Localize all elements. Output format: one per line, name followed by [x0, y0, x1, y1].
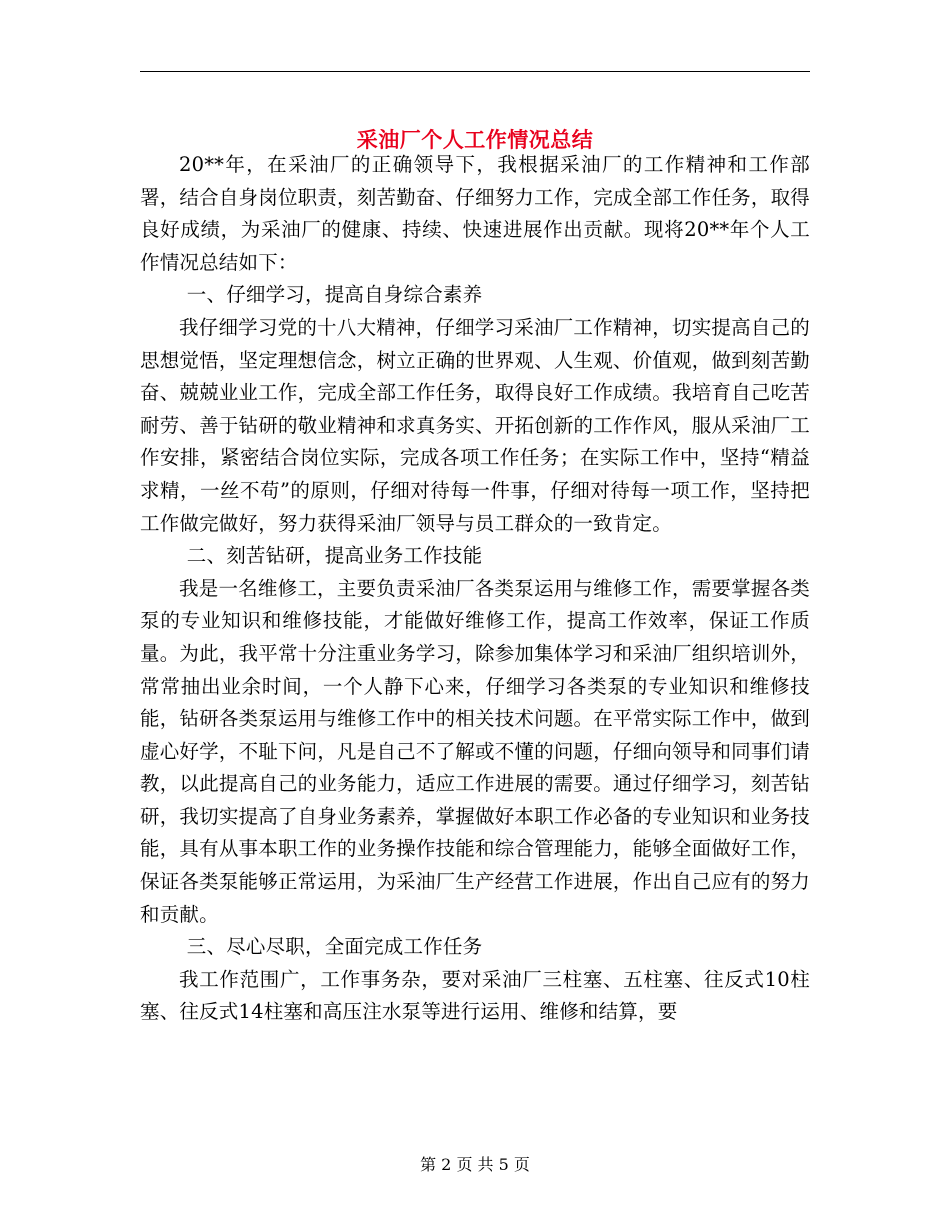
section-1-paragraph: 我仔细学习党的十八大精神，仔细学习采油厂工作精神，切实提高自己的思想觉悟，坚定理想信念，树立正确的世界观、人生观、价值观，做到刻苦勤奋、兢兢业业工作，完成全部工作任务，取得良好工作成绩。我培育自己吃苦耐劳、善于钻研的敬业精神和求真务实、开拓创新的工作作风，服从采油厂工作安排，紧密结合岗位实际，完成各项工作任务；在实际工作中，坚持“精益求精，一丝不苟”的原则，仔细对待每一件事，仔细对待每一项工作，坚持把工作做完做好，努力获得采油厂领导与员工群众的一致肯定。: [140, 315, 810, 535]
section-3-paragraph: 我工作范围广，工作事务杂，要对采油厂三柱塞、五柱塞、往反式10柱塞、往反式14柱塞和高压注水泵等进行运用、维修和结算，要: [140, 967, 810, 1024]
section-heading-1: 一、仔细学习，提高自身综合素养: [186, 283, 483, 307]
section-2-paragraph: 我是一名维修工，主要负责采油厂各类泵运用与维修工作，需要掌握各类泵的专业知识和维修技能，才能做好维修工作，提高工作效率，保证工作质量。为此，我平常十分注重业务学习，除参加集体学习和采油厂组织培训外，常常抽出业余时间，一个人静下心来，仔细学习各类泵的专业知识和维修技能，钻研各类泵运用与维修工作中的相关技术问题。在平常实际工作中，做到虚心好学，不耻下问，凡是自己不了解或不懂的问题，仔细向领导和同事们请教，以此提高自己的业务能力，适应工作进展的需要。通过仔细学习，刻苦钻研，我切实提高了自身业务素养，掌握做好本职工作必备的专业知识和业务技能，具有从事本职工作的业务操作技能和综合管理能力，能够全面做好工作，保证各类泵能够正常运用，为采油厂生产经营工作进展，作出自己应有的努力和贡献。: [140, 576, 810, 926]
document-title: 采油厂个人工作情况总结: [356, 127, 594, 153]
page-number-footer: 第 2 页 共 5 页: [420, 1155, 530, 1174]
section-heading-2: 二、刻苦钻研，提高业务工作技能: [186, 544, 483, 568]
section-heading-3: 三、尽心尽职，全面完成工作任务: [186, 935, 483, 959]
header-rule: [140, 71, 810, 72]
document-body: [140, 149, 810, 1029]
intro-paragraph: 20**年，在采油厂的正确领导下，我根据采油厂的工作精神和工作部署，结合自身岗位职责，刻苦勤奋、仔细努力工作，完成全部工作任务，取得良好成绩，为采油厂的健康、持续、快速进展作出贡献。现将20**年个人工作情况总结如下：: [140, 153, 810, 274]
